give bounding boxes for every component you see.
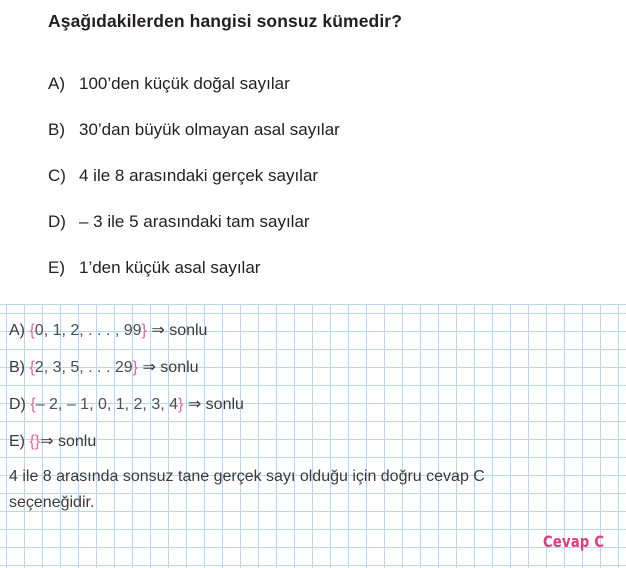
set-close-brace: }: [132, 359, 138, 376]
option-letter: B): [48, 120, 65, 139]
set-open-brace: {: [29, 359, 35, 376]
option-text: 4 ile 8 arasındaki gerçek sayılar: [79, 166, 319, 185]
solution-line-d: [9, 394, 244, 414]
set-elements: 2, 3, 5, . . . 29: [34, 359, 133, 376]
option-b: [48, 120, 340, 140]
option-text: 100’den küçük doğal sayılar: [79, 74, 290, 93]
implies-arrow: ⇒: [187, 396, 202, 413]
solution-result: sonlu: [58, 433, 97, 450]
solution-line-e: [9, 431, 96, 451]
implies-arrow: ⇒: [40, 433, 54, 450]
option-letter: C): [48, 166, 66, 185]
solution-letter: E): [9, 433, 25, 450]
option-c: [48, 166, 318, 186]
solution-letter: D): [9, 396, 26, 413]
option-letter: A): [48, 74, 65, 93]
implies-arrow: ⇒: [151, 322, 165, 339]
option-letter: D): [48, 212, 66, 231]
option-d: [48, 212, 310, 232]
explanation-line-2: seçeneğidir.: [9, 494, 95, 511]
option-a: [48, 74, 290, 94]
set-close-brace: }: [178, 396, 184, 413]
set-open-brace: {: [30, 396, 36, 413]
solution-letter: B): [9, 359, 25, 376]
solution-letter: A): [9, 322, 25, 339]
set-close-brace: }: [141, 322, 147, 339]
solution-result: sonlu: [160, 359, 199, 376]
option-text: 30’dan büyük olmayan asal sayılar: [79, 120, 340, 139]
option-text: – 3 ile 5 arasındaki tam sayılar: [79, 212, 310, 231]
implies-arrow: ⇒: [142, 359, 156, 376]
solution-result: sonlu: [169, 322, 208, 339]
set-open-brace: {: [29, 322, 35, 339]
solution-line-a: [9, 320, 207, 340]
explanation-line-1: 4 ile 8 arasında sonsuz tane gerçek sayı olduğu için doğru cevap C: [9, 468, 485, 485]
question-title: Aşağıdakilerden hangisi sonsuz kümedir?: [48, 11, 402, 31]
answer-label: Cevap C: [543, 532, 605, 551]
set-elements: 0, 1, 2, . . . , 99: [34, 322, 142, 339]
set-close-brace: }: [34, 433, 41, 450]
solution-result: sonlu: [205, 396, 244, 413]
set-elements: – 2, – 1, 0, 1, 2, 3, 4: [35, 396, 179, 413]
option-letter: E): [48, 258, 65, 277]
option-e: [48, 258, 260, 278]
set-open-brace: {: [29, 433, 35, 450]
option-text: 1’den küçük asal sayılar: [79, 258, 261, 277]
solution-line-b: [9, 357, 199, 377]
